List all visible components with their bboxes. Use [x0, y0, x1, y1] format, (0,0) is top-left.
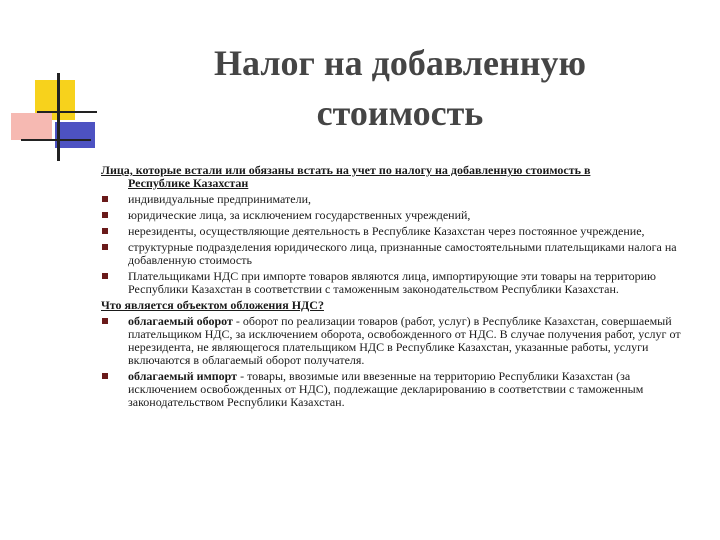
- square-bullet-icon: [102, 244, 108, 250]
- square-bullet-icon: [102, 228, 108, 234]
- list-item: [101, 241, 686, 267]
- square-bullet-icon: [102, 318, 108, 324]
- square-bullet-icon: [102, 373, 108, 379]
- section-heading-text: Что является объектом обложения НДС?: [101, 298, 324, 312]
- section-heading-text: Лица, которые встали или обязаны встать на учет по налогу на добавленную стоимость в: [101, 163, 591, 177]
- list-item: [101, 225, 686, 238]
- square-bullet-icon: [102, 212, 108, 218]
- decor-horizontal-line: [21, 139, 91, 141]
- list-item-text: индивидуальные предприниматели,: [128, 192, 311, 206]
- section-heading-object: [101, 299, 686, 312]
- list-item-text: Плательщиками НДС при импорте товаров являются лица, импортирующие эти товары на территорию Республики Казахстан в соответствии с таможенным законодательством Республики Казахстан.: [128, 269, 656, 296]
- list-item-text: структурные подразделения юридического лица, признанные самостоятельными плательщиками налога на добавленную стоимость: [128, 240, 677, 267]
- section-heading-taxpayers: [101, 164, 686, 190]
- slide-title-line: Налог на добавленную: [214, 43, 586, 83]
- list-item: [101, 370, 686, 409]
- taxation-object-list: [101, 315, 686, 409]
- section-heading-continuation: Республике Казахстан: [128, 176, 249, 190]
- square-bullet-icon: [102, 196, 108, 202]
- term-definition: - товары, ввозимые или ввезенные на территорию Республики Казахстан (за исключением освобожденных от НДС), подлежащие декларированию в соответствии с таможенным законодательством Республики Казахстан.: [128, 369, 644, 409]
- taxpayer-list: [101, 193, 686, 296]
- term-definition: - оборот по реализации товаров (работ, услуг) в Республике Казахстан, совершаемый плательщиком НДС, за исключением оборота, освобожденного от НДС. В случае получения работ, услуг от нерезидента, не являющегося плательщиком НДС в Республике Казахстан, указанные работы, услуги включаются в облагаемый оборот получателя.: [128, 314, 681, 367]
- slide-body: [101, 164, 686, 412]
- list-item: [101, 270, 686, 296]
- list-item-text: юридические лица, за исключением государственных учреждений,: [128, 208, 471, 222]
- term-taxable-import: облагаемый импорт: [128, 369, 238, 383]
- list-item: [101, 193, 686, 206]
- term-taxable-turnover: облагаемый оборот: [128, 314, 233, 328]
- list-item-text: нерезиденты, осуществляющие деятельность в Республике Казахстан через постоянное учреждение,: [128, 224, 645, 238]
- decor-horizontal-line: [37, 111, 97, 113]
- list-item: [101, 209, 686, 222]
- slide-title-line: стоимость: [316, 93, 484, 133]
- list-item: [101, 315, 686, 367]
- slide-title: [150, 38, 650, 138]
- decor-vertical-line: [57, 73, 60, 161]
- decor-blue-rectangle: [55, 122, 95, 148]
- decor-pink-rectangle: [11, 113, 52, 140]
- square-bullet-icon: [102, 273, 108, 279]
